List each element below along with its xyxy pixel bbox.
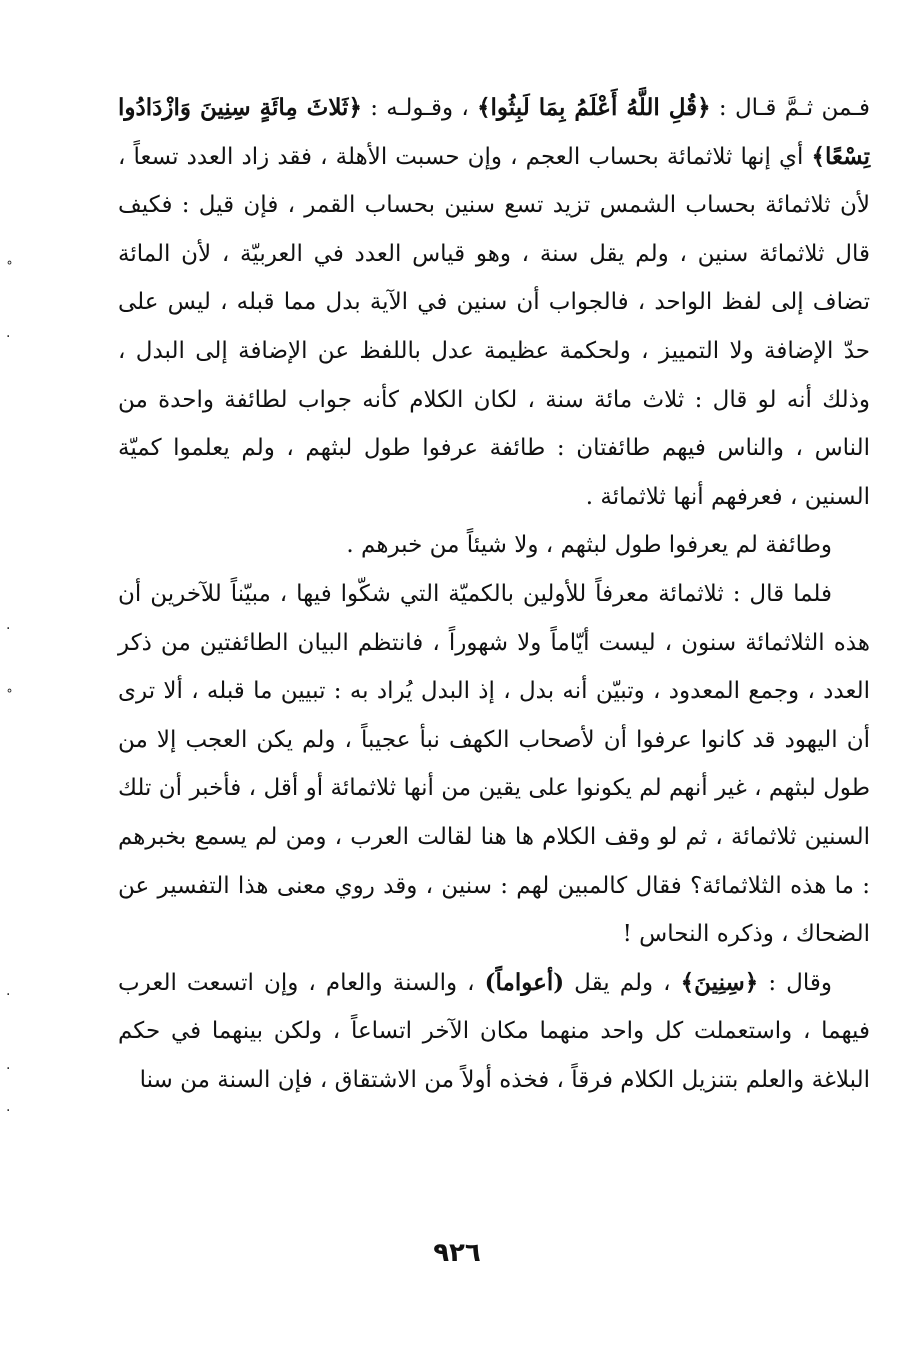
text-run: فـمن ثـمَّ قـال : — [710, 95, 870, 121]
quoted-phrase: (أعواماً) — [484, 968, 565, 996]
quoted-phrase: ﴿سِنِينَ﴾ — [680, 968, 759, 996]
text-run: فلما قال : ثلاثمائة معرفاً للأولين بالكميّة التي شكّوا فيها ، مبيّناً للآخرين أن هذه الثلاثمائة سنون ، ليست أيّاماً ولا شهوراً ، فانتظم البيان الطائفتين من ذكر العدد ، وجمع المعدود ، وتبيّن أنه بدل ، إذ البدل يُراد به : تبيين ما قبله ، ألا ترى أن اليهود قد كانوا عرفوا أن لأصحاب الكهف نبأ عجيباً ، ولم يكن العجب إلا من طول لبثهم ، غير أنهم لم يكونوا على يقين من أنها ثلاثمائة أو أقل ، فأخبر أن تلك السنين ثلاثمائة ، ثم لو وقف الكلام ها هنا لقالت العرب ، ومن لم يسمع بخبرهم : ما هذه الثلاثمائة؟ فقال كالمبين لهم : سنين ، وقد روي معنى هذا التفسير عن الضحاك ، وذكره النحاس ! — [118, 580, 870, 948]
quoted-phrase: ﴿قُلِ اللَّهُ أَعْلَمُ بِمَا لَبِثُوا﴾ — [477, 94, 711, 121]
paragraph — [118, 84, 870, 521]
text-run: ، وقـولـه : — [361, 95, 478, 121]
body-text — [118, 84, 870, 1104]
text-run: ، ولم يقل — [564, 969, 681, 996]
paragraph — [118, 570, 870, 959]
scan-speck: ˚ — [6, 689, 13, 705]
scan-speck: · — [6, 1061, 11, 1077]
scan-speck: · — [6, 987, 11, 1003]
text-run: أي إنها ثلاثمائة بحساب العجم ، وإن حسبت الأهلة ، فقد زاد العدد تسعاً ، لأن ثلاثمائة بحساب الشمس تزيد تسع سنين بحساب القمر ، فإن قيل : فكيف قال ثلاثمائة سنين ، ولم يقل سنة ، وهو قياس العدد في العربيّة ، لأن المائة تضاف إلى لفظ الواحد ، فالجواب أن سنين في الآية بدل مما قبله ، ليس على حدّ الإضافة ولا التمييز ، ولحكمة عظيمة عدل باللفظ عن الإضافة إلى البدل ، وذلك أنه لو قال : ثلاث مائة سنة ، لكان الكلام كأنه جواب لطائفة واحدة من الناس ، والناس فيهم طائفتان : طائفة عرفوا طول لبثهم ، ولم يعلموا كميّة السنين ، فعرفهم أنها ثلاثمائة . — [118, 143, 870, 510]
scan-speck: · — [6, 621, 11, 637]
scan-speck: · — [6, 1103, 11, 1119]
quoted-phrase: ﴿ثَلاثَ مِائَةٍ سِنِينَ وَازْدَادُوا تِسْعًا﴾ — [118, 94, 870, 170]
paragraph — [118, 521, 870, 570]
paragraph — [118, 959, 870, 1105]
text-run: وقال : — [758, 969, 832, 996]
page-number: ٩٢٦ — [433, 1238, 481, 1268]
scan-speck: · — [6, 329, 11, 345]
scan-speck: ˚ — [6, 261, 13, 277]
text-run: وطائفة لم يعرفوا طول لبثهم ، ولا شيئاً من خبرهم . — [346, 532, 832, 559]
text-run: ، والسنة والعام ، وإن اتسعت العرب فيهما ، واستعملت كل واحد منهما مكان الآخر اتساعاً ، ولكن بينهما في حكم البلاغة والعلم بتنزيل الكلام فرقاً ، فخذه أولاً من الاشتقاق ، فإن السنة من سنا — [118, 969, 870, 1093]
